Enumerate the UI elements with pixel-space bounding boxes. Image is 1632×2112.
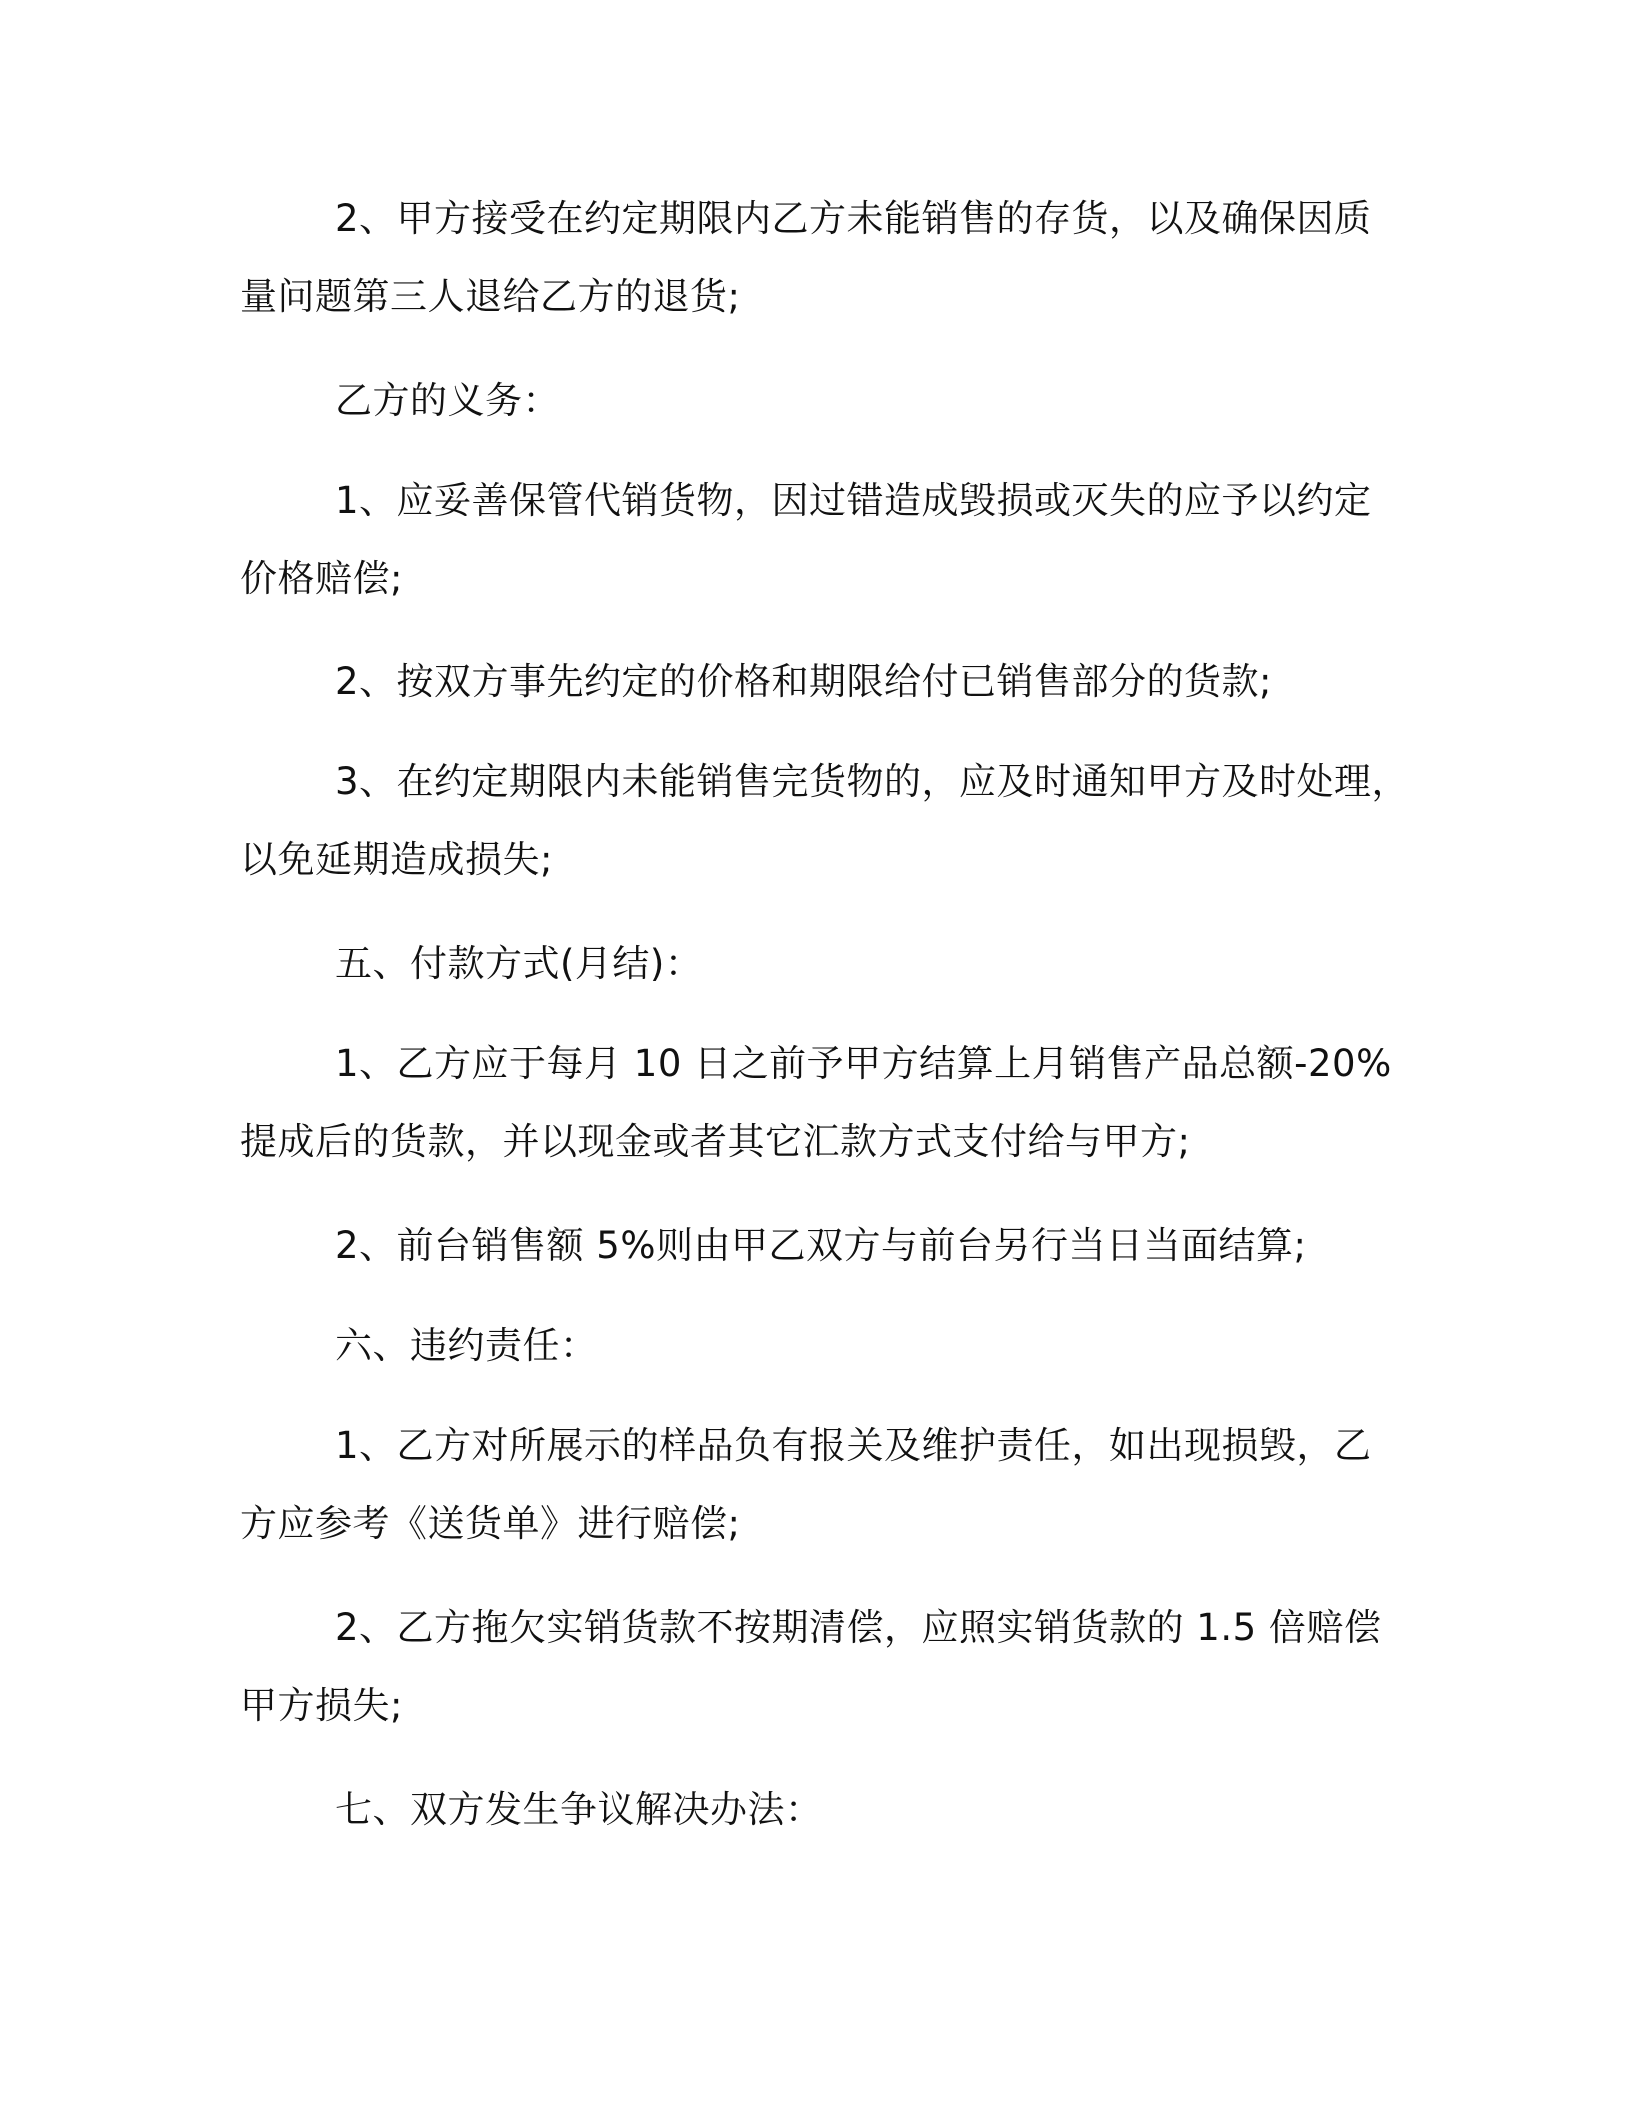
paragraph-line: 方应参考《送货单》进行赔偿; [240,1502,741,1545]
paragraph-line: 2、按双方事先约定的价格和期限给付已销售部分的货款; [335,660,1273,703]
paragraph-line: 1、乙方应于每月 10 日之前予甲方结算上月销售产品总额-20% [335,1042,1392,1085]
paragraph-line: 五、付款方式(月结)： [335,942,703,985]
paragraph-7 [240,1025,1400,1181]
paragraph-3 [240,462,1400,618]
paragraph-line: 量问题第三人退给乙方的退货; [240,275,741,318]
paragraph-line: 六、违约责任： [335,1324,598,1367]
paragraph-line: 2、甲方接受在约定期限内乙方未能销售的存货，以及确保因质 [335,197,1372,240]
paragraph-line: 1、乙方对所展示的样品负有报关及维护责任，如出现损毁，乙 [335,1424,1372,1467]
paragraph-line: 提成后的货款，并以现金或者其它汇款方式支付给与甲方; [240,1120,1191,1163]
paragraph-12 [240,1771,1400,1849]
paragraph-line: 2、乙方拖欠实销货款不按期清偿，应照实销货款的 1.5 倍赔偿 [335,1606,1382,1649]
paragraph-line: 1、应妥善保管代销货物，因过错造成毁损或灭失的应予以约定 [335,479,1372,522]
paragraph-line: 乙方的义务： [335,379,560,422]
paragraph-8 [240,1207,1400,1285]
paragraph-line: 甲方损失; [240,1684,403,1727]
paragraph-10 [240,1407,1400,1563]
paragraph-4 [240,643,1400,721]
paragraph-line: 七、双方发生争议解决办法： [335,1788,823,1831]
paragraph-line: 价格赔偿; [240,557,403,600]
paragraph-line: 以免延期造成损失; [240,838,553,881]
paragraph-5 [240,743,1410,899]
paragraph-9 [240,1307,1400,1385]
paragraph-line: 2、前台销售额 5%则由甲乙双方与前台另行当日当面结算; [335,1224,1307,1267]
paragraph-1 [240,180,1400,336]
paragraph-2 [240,362,1400,440]
paragraph-11 [240,1589,1400,1745]
paragraph-line: 3、在约定期限内未能销售完货物的，应及时通知甲方及时处理， [335,760,1410,803]
paragraph-6 [240,925,1400,1003]
